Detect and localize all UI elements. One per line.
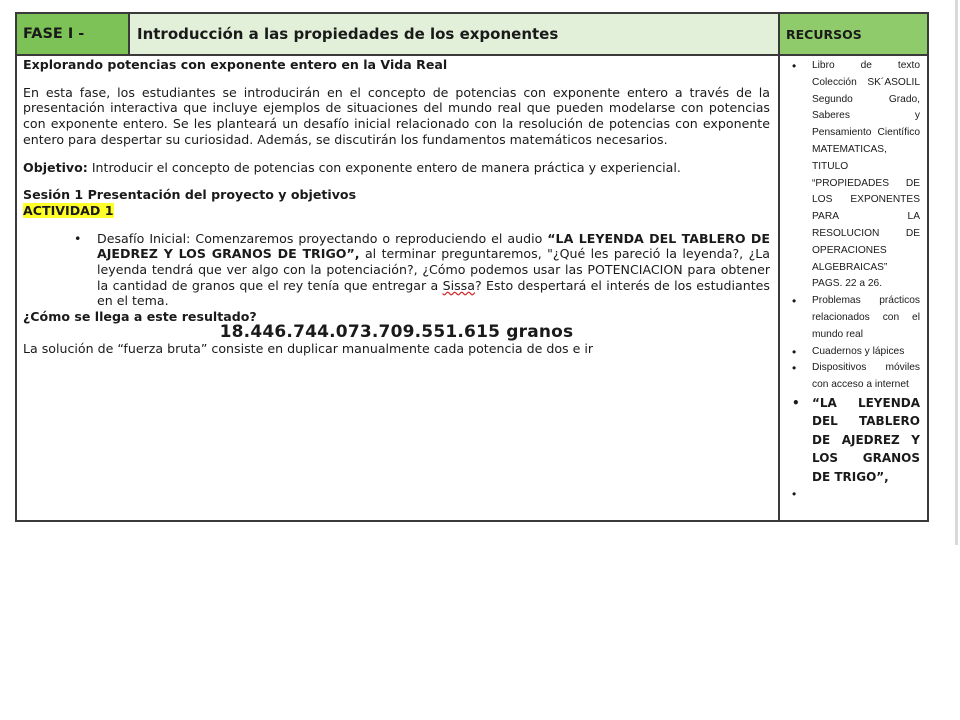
challenge-item	[97, 231, 770, 310]
challenge-text-2: al terminar preguntaremos, "¿Qué les pareció la leyenda?, ¿La leyenda tendrá que ver algo con la potenciación?, ¿Cómo podemos usar las POTENCIACION para obtener la cantidad de granos que el rey tenía que entregar a	[97, 246, 770, 293]
session-heading: Sesión 1 Presentación del proyecto y objetivos	[23, 187, 357, 203]
resource-item: • Cuadernos y lápices	[812, 344, 920, 361]
resource-item: • Problemas prácticos relacionados con el mundo real	[812, 293, 920, 343]
challenge-bold-title: “LA LEYENDA DEL TABLERO DE AJEDREZ Y LOS GRANOS DE TRIGO”,	[97, 230, 770, 262]
result-number: 18.446.744.073.709.551.615 granos	[219, 321, 574, 342]
activity-list	[23, 231, 770, 310]
fase-label: FASE I -	[16, 13, 129, 55]
content-row	[16, 55, 928, 521]
resource-item-legend: • “LA LEYENDA DEL TABLERO DE AJEDREZ Y LOS GRANOS DE TRIGO”,	[812, 394, 920, 487]
activity-highlight: ACTIVIDAD 1	[23, 202, 114, 218]
resources-header: RECURSOS	[779, 13, 928, 55]
misspelled-word: Sissa	[442, 277, 475, 293]
lesson-plan-table	[15, 12, 929, 522]
intro-paragraph: En esta fase, los estudiantes se introducirán en el concepto de potencias con exponente entero a través de la presentación interactiva que incluye ejemplos de situaciones del mundo real que pueden modelarse con potencias con exponente entero. Se les planteará un desafío inicial relacionado con la resolución de potencias con exponente entero para despertar su curiosidad. Además, se discutirán los fundamentos matemáticos necesarios.	[23, 84, 770, 147]
objective-label: Objetivo:	[23, 159, 88, 175]
section-heading: Explorando potencias con exponente entero en la Vida Real	[23, 57, 448, 72]
objective-text: Introducir el concepto de potencias con exponente entero de manera práctica y experiencial.	[87, 159, 681, 175]
activity-label	[23, 203, 770, 219]
challenge-text-3: ? Esto despertará el interés de los estudiantes en el tema.	[97, 277, 770, 309]
main-content-cell	[16, 55, 779, 521]
question-heading: ¿Cómo se llega a este resultado?	[23, 309, 257, 325]
solution-paragraph: La solución de “fuerza bruta” consiste en duplicar manualmente cada potencia de dos e ir	[23, 340, 594, 356]
scrollbar[interactable]	[955, 0, 958, 545]
resource-item: • Libro de texto Colección SK´ASOLIL Segundo Grado, Saberes y Pensamiento Científico MATEMATICAS, TITULO “PROPIEDADES DE LOS EXPONENTES PARA LA RESOLUCION DE OPERACIONES ALGEBRAICAS” PAGS. 22 a 26.	[812, 58, 920, 293]
resource-item-empty	[812, 486, 920, 503]
header-row	[16, 13, 928, 55]
resources-list	[786, 58, 920, 503]
phase-title: Introducción a las propiedades de los exponentes	[129, 13, 779, 55]
objective-paragraph	[23, 160, 770, 176]
resources-cell	[779, 55, 928, 521]
resource-item: • Dispositivos móviles con acceso a internet	[812, 360, 920, 394]
challenge-text-1: Desafío Inicial: Comenzaremos proyectando o reproduciendo el audio	[97, 230, 548, 246]
